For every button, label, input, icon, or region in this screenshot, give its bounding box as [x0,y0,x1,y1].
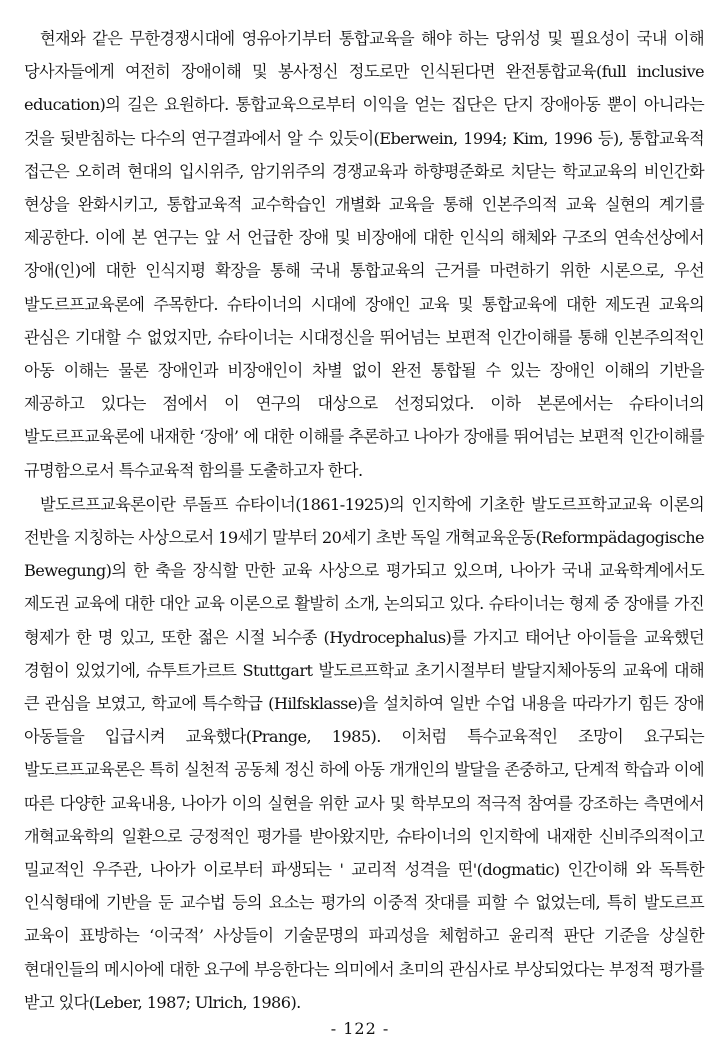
body-paragraph-1: 현재와 같은 무한경쟁시대에 영유아기부터 통합교육을 해야 하는 당위성 및 필요성이 국내 이해 당사자들에게 여전히 장애이해 및 봉사정신 정도로만 인식된다면 완전통합교육(full inclusive education)의 길은 요원하다. 통합교육으로부터 이익을 얻는 집단은 단지 장애아동 뿐이 아니라는 것을 뒷받침하는 다수의 연구결과에서 알 수 있듯이(Eberwein, 1994; Kim, 1996 등), 통합교육적 접근은 오히려 현대의 입시위주, 암기위주의 경쟁교육과 하향평준화로 치닫는 학교교육의 비인간화 현상을 완화시키고, 통합교육적 교수학습인 개별화 교육을 통해 인본주의적 교육 실현의 계기를 제공한다. 이에 본 연구는 앞 서 언급한 장애 및 비장애에 대한 인식의 해체와 구조의 연속선상에서 장애(인)에 대한 인식지평 확장을 통해 국내 통합교육의 근거를 마련하기 위한 시론으로, 우선 발도르프교육론에 주목한다. 슈타이너의 시대에 장애인 교육 및 통합교육에 대한 제도권 교육의 관심은 기대할 수 없었지만, 슈타이너는 시대정신을 뛰어넘는 보편적 인간이해를 통해 인본주의적인 아동 이해는 물론 장애인과 비장애인이 차별 없이 완전 통합될 수 있는 장애인 이해의 기반을 제공하고 있다는 점에서 이 연구의 대상으로 선정되었다. 이하 본론에서는 슈타이너의 발도르프교육론에 내재한 ‘장애’ 에 대한 이해를 추론하고 나아가 장애를 뛰어넘는 보편적 인간이해를 규명함으로서 특수교육적 함의를 도출하고자 한다. [24,29,704,480]
document-page [24,22,704,1019]
body-paragraph-2: 발도르프교육론이란 루돌프 슈타이너(1861-1925)의 인지학에 기초한 발도르프학교교육 이론의 전반을 지칭하는 사상으로서 19세기 말부터 20세기 초반 독일 개혁교육운동(Reformpädagogische Bewegung)의 한 축을 장식할 만한 교육 사상으로 평가되고 있으며, 나아가 국내 교육학계에서도 제도권 교육에 대한 대안 교육 이론으로 활발히 소개, 논의되고 있다. 슈타이너는 형제 중 장애를 가진 형제가 한 명 있고, 또한 젊은 시절 뇌수종 (Hydrocephalus)를 가지고 태어난 아이들을 교육했던 경험이 있었기에, 슈투트가르트 Stuttgart 발도르프학교 초기시절부터 발달지체아동의 교육에 대해 큰 관심을 보였고, 학교에 특수학급 (Hilfsklasse)을 설치하여 일반 수업 내용을 따라가기 힘든 장애 아동들을 입급시켜 교육했다(Prange, 1985). 이처럼 특수교육적인 조망이 요구되는 발도르프교육론은 특히 실천적 공동체 정신 하에 아동 개개인의 발달을 존중하고, 단계적 학습과 이에 따른 다양한 교육내용, 나아가 이의 실현을 위한 교사 및 학부모의 적극적 참여를 강조하는 측면에서 개혁교육학의 일환으로 긍정적인 평가를 받아왔지만, 슈타이너의 인지학에 내재한 신비주의적이고 밀교적인 우주관, 나아가 이로부터 파생되는 ' 교리적 성격을 띤'(dogmatic) 인간이해 와 독특한 인식형태에 기반을 둔 교수법 등의 요소는 평가의 이중적 잣대를 피할 수 없었는데, 특히 발도르프 교육이 표방하는 ‘이국적’ 사상들이 기술문명의 파괴성을 체험하고 윤리적 판단 기준을 상실한 현대인들의 메시아에 대한 요구에 부응한다는 의미에서 초미의 관심사로 부상되었다는 부정적 평가를 받고 있다(Leber, 1987; Ulrich, 1986). [24,494,704,1012]
page-number: - 122 - [330,1019,390,1038]
